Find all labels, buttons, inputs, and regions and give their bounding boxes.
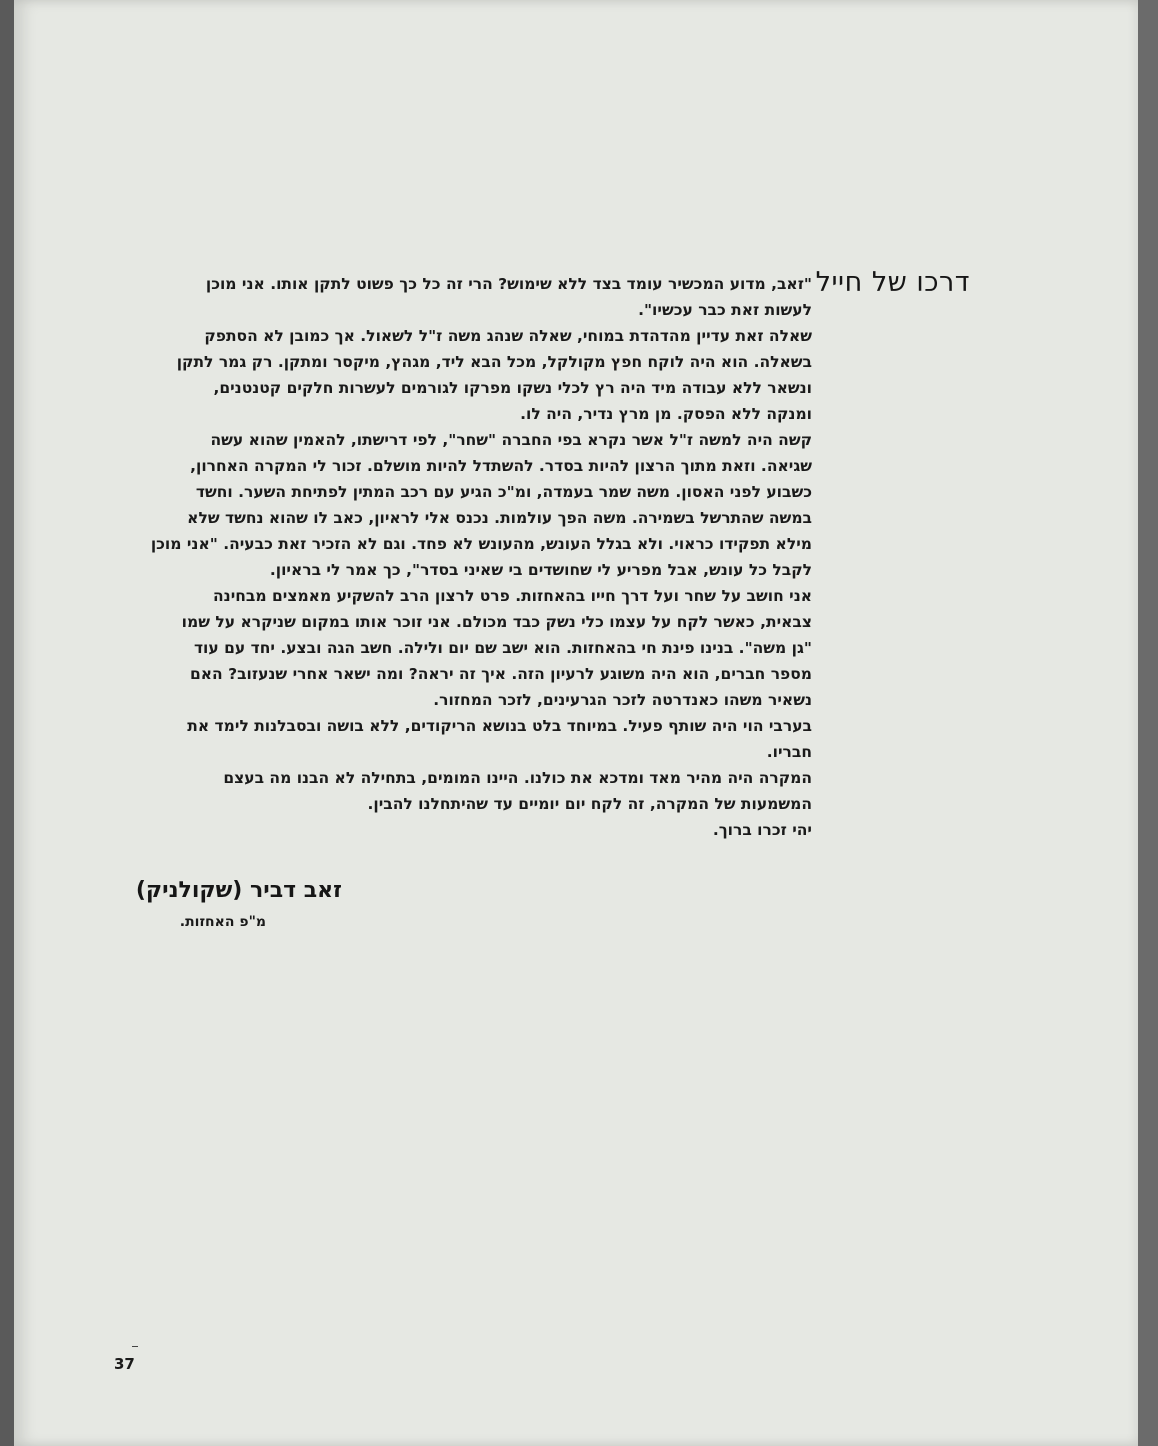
text-line: מילא תפקידו כראוי. ולא בגלל העונש, מהעונש לא פחד. וגם לא הזכיר זאת כבעיה. "אני מוכן (150, 535, 812, 553)
text-line: במשה שהתרשל בשמירה. משה הפך עולמות. נכנס אלי לראיון, כאב לו שהוא נחשד שלא (187, 509, 812, 527)
article-body (122, 271, 812, 843)
text-line: מספר חברים, הוא היה משוגע לרעיון הזה. איך זה יראה? ומה ישאר אחרי שנעזוב? האם (189, 665, 812, 683)
text-line: שאלה זאת עדיין מהדהדת במוחי, שאלה שנהג משה ז"ל לשאול. אך כמובן לא הסתפק (204, 327, 812, 345)
text-line: ונשאר ללא עבודה מיד היה רץ לכלי נשקו מפרקו לגורמים לעשרות חלקים קטנטנים, (213, 379, 812, 397)
text-line: בשאלה. הוא היה לוקח חפץ מקולקל, מכל הבא ליד, מגהץ, מיקסר ומתקן. רק גמר לתקן (176, 353, 812, 371)
text-line: המקרה היה מהיר מאד ומדכא את כולנו. היינו המומים, בתחילה לא הבנו מה בעצם (223, 769, 812, 787)
text-line: אני חושב על שחר ועל דרך חייו בהאחזות. פרט לרצון הרב להשקיע מאמצים מבחינה (213, 587, 812, 605)
text-line: כשבוע לפני האסון. משה שמר בעמדה, ומ"כ הגיע עם רכב המתין לפתיחת השער. וחשד (195, 483, 812, 501)
text-line: בערבי הוי היה שותף פעיל. במיוחד בלט בנושא הריקודים, ללא בושה ובסבלנות לימד את (187, 717, 812, 735)
page-title: דרכו של חייל (815, 267, 970, 298)
page-number: 37 (114, 1355, 135, 1373)
text-line: ומנקה ללא הפסק. מן מרץ נדיר, היה לו. (520, 405, 812, 423)
author-name: זאב דביר (שקולניק) (135, 878, 342, 903)
text-line: "גן משה". בנינו פינת חי בהאחזות. הוא ישב שם יום ולילה. חשב הגה ובצע. יחד עם עוד (193, 639, 812, 657)
text-line: שגיאה. וזאת מתוך הרצון להיות בסדר. להשתדל להיות מושלם. זכור לי המקרה האחרון, (190, 457, 812, 475)
text-line: לעשות זאת כבר עכשיו". (638, 301, 812, 319)
text-line: לקבל כל עונש, אבל מפריע לי שחושדים בי שאיני בסדר", כך אמר לי בראיון. (269, 561, 812, 579)
text-line: המשמעות של המקרה, זה לקח יום יומיים עד שהיתחלנו להבין. (367, 795, 812, 813)
text-line: נשאיר משהו כאנדרטה לזכר הגרעינים, לזכר המחזור. (433, 691, 812, 709)
page-edge (1138, 0, 1158, 1446)
author-affiliation: מ"פ האחזות. (179, 914, 266, 930)
text-line: חבריו. (766, 743, 812, 761)
text-line: צבאית, כאשר לקח על עצמו כלי נשק כבד מכולם. אני זוכר אותו במקום שניקרא על שמו (181, 613, 812, 631)
text-line: "זאב, מדוע המכשיר עומד בצד ללא שימוש? הרי זה כל כך פשוט לתקן אותו. אני מוכן (205, 275, 812, 293)
text-line: יהי זכרו ברוך. (712, 821, 812, 839)
text-line: קשה היה למשה ז"ל אשר נקרא בפי החברה "שחר", לפי דרישתו, להאמין שהוא עשה (210, 431, 812, 449)
page-number-mark (132, 1346, 138, 1347)
